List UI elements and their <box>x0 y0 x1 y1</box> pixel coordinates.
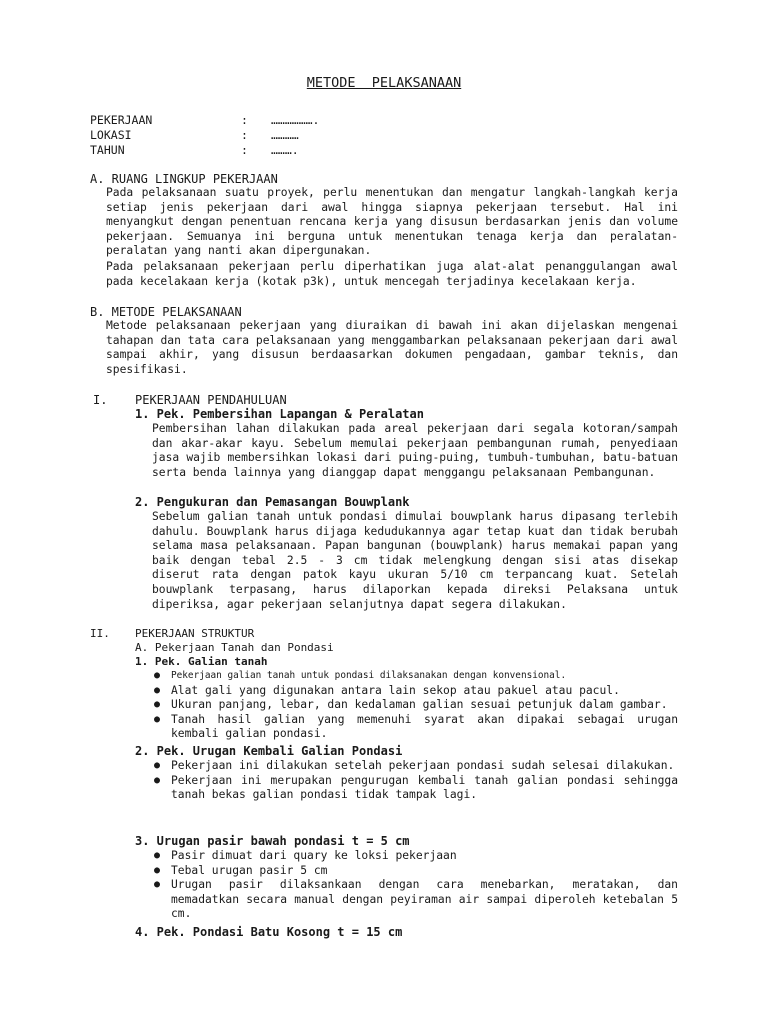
page-title: METODE PELAKSANAAN <box>306 75 462 91</box>
info-label-pekerjaan: PEKERJAAN <box>90 113 153 127</box>
section-ii-item-1-title: 1. Pek. Galian tanah <box>135 655 268 668</box>
info-colon: : <box>241 143 248 157</box>
section-ii-numeral: II. <box>90 627 110 640</box>
list-item: ● Ukuran panjang, lebar, dan kedalaman galian sesuai petunjuk dalam gambar. <box>154 698 668 712</box>
list-item: ● Alat gali yang digunakan antara lain sekop atau pakuel atau pacul. <box>154 683 620 697</box>
section-i-item-2-title: 2. Pengukuran dan Pemasangan Bouwplank <box>135 495 410 509</box>
bullet-icon: ● <box>154 713 161 725</box>
list-item: ● Urugan pasir dilaksankaan dengan cara menebarkan, meratakan, dan memadatkan secara manual dengan peyiraman air sampai diperoleh ketebalan 5 cm. <box>154 878 678 921</box>
info-label-lokasi: LOKASI <box>90 128 132 142</box>
section-i-numeral: I. <box>93 393 108 407</box>
section-ii-subheading: A. Pekerjaan Tanah dan Pondasi <box>135 641 334 654</box>
list-item: ● Tebal urugan pasir 5 cm <box>154 863 328 877</box>
bullet-icon: ● <box>154 774 161 786</box>
pasir-bullet-list <box>152 849 678 922</box>
info-value-pekerjaan: ………………. <box>271 113 320 127</box>
bullet-icon: ● <box>154 760 161 771</box>
info-value-tahun: ………. <box>271 143 299 157</box>
section-i-item-2-text: Sebelum galian tanah untuk pondasi dimulai bouwplank harus dipasang terlebih dahulu. Bouwplank harus dijaga kedudukannya agar tetap kuat dan tidak berubah selama masa pelaksanaan. Papan bangunan (bouwplank) harus memakai papan yang baik dengan tebal 2.5 - 3 cm tidak melengkung dengan sisi atas disekap diserut rata dengan patok kayu ukuran 5/10 cm terpancang kuat. Setelah bouwplank terpasang, harus dilaporkan kepada direksi Pelaksana untuk diperiksa, agar pekerjaan selanjutnya dapat segera dilakukan. <box>152 510 678 611</box>
bullet-icon: ● <box>154 879 161 891</box>
list-item: ● Tanah hasil galian yang memenuhi syarat akan dipakai sebagai urugan kembali galian pondasi. <box>154 712 678 741</box>
section-ii-heading: PEKERJAAN STRUKTUR <box>135 627 255 640</box>
bullet-icon: ● <box>154 850 161 861</box>
bullet-icon: ● <box>154 864 161 876</box>
info-value-lokasi: ………… <box>271 128 299 142</box>
info-colon: : <box>241 113 248 127</box>
galian-bullet-list <box>152 669 678 742</box>
section-b-paragraph: Metode pelaksanaan pekerjaan yang diuraikan di bawah ini akan dijelaskan mengenai tahapan dan tata cara pelaksanaan yang menggambarkan pelaksanaan pekerjaan dari awal sampai akhir, yang disusun berdaasarkan dokumen pengadaan, gambar teknis, dan spesifikasi. <box>106 319 678 376</box>
info-label-tahun: TAHUN <box>90 143 125 157</box>
info-colon: : <box>241 128 248 142</box>
section-ii-item-2-title: 2. Pek. Urugan Kembali Galian Pondasi <box>135 744 403 758</box>
section-b-heading: B. METODE PELAKSANAAN <box>90 305 242 319</box>
section-ii-item-4-title: 4. Pek. Pondasi Batu Kosong t = 15 cm <box>135 925 403 939</box>
urugan-bullet-list <box>152 759 678 803</box>
section-a-heading: A. RUANG LINGKUP PEKERJAAN <box>90 172 278 186</box>
section-i-item-1-text: Pembersihan lahan dilakukan pada areal pekerjaan dari segala kotoran/sampah dan akar-akar kayu. Sebelum memulai pekerjaan pembangunan rumah, penyediaan jasa wajib membersihkan lokasi dari puing-puing, tumbuh-tumbuhan, batu-batuan serta benda lainnya yang dianggap dapat menggangu pelaksanaan Pembangunan. <box>152 422 678 479</box>
section-a-paragraph-2: Pada pelaksanaan pekerjaan perlu diperhatikan juga alat-alat penanggulangan awal pada kecelakaan kerja (kotak p3k), untuk mencegah terjadinya kecelakaan kerja. <box>106 260 678 288</box>
bullet-icon: ● <box>154 699 161 711</box>
bullet-icon: ● <box>154 670 161 681</box>
section-i-item-1-title: 1. Pek. Pembersihan Lapangan & Peralatan <box>135 407 424 421</box>
section-i-heading: PEKERJAAN PENDAHULUAN <box>135 393 287 407</box>
bullet-icon: ● <box>154 684 161 696</box>
section-a-paragraph-1: Pada pelaksanaan suatu proyek, perlu menentukan dan mengatur langkah-langkah kerja setiap jenis pekerjaan dari awal hingga siapnya pekerjaan tersebut. Hal ini menyangkut dengan penentuan rencana kerja yang disusun berdasarkan jenis dan volume pekerjaan. Semuanya ini berguna untuk menentukan tenaga kerja dan peralatan-peralatan yang nanti akan dipergunakan. <box>106 186 678 258</box>
list-item: ● Pekerjaan ini dilakukan setelah pekerjaan pondasi sudah selesai dilakukan. <box>154 759 675 772</box>
list-item: ● Pekerjaan ini merupakan pengurugan kembali tanah galian pondasi sehingga tanah bekas galian pondasi tidak tampak lagi. <box>154 773 678 802</box>
list-item: ● Pekerjaan galian tanah untuk pondasi dilaksanakan dengan konvensional. <box>152 669 678 684</box>
list-item: ● Pasir dimuat dari quary ke loksi pekerjaan <box>154 849 457 862</box>
section-ii-item-3-title: 3. Urugan pasir bawah pondasi t = 5 cm <box>135 834 410 848</box>
